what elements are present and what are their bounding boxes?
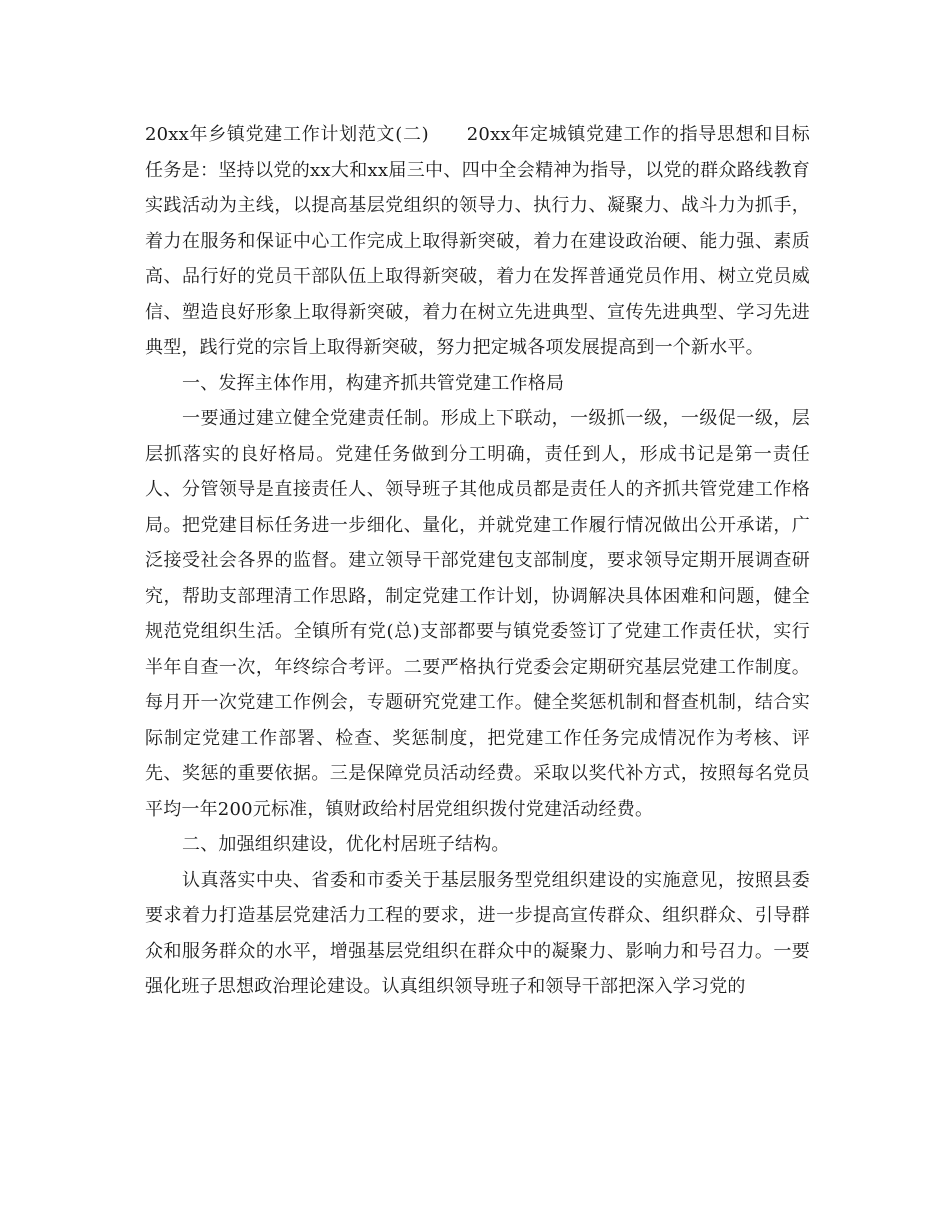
section-1-heading: 一、发挥主体作用，构建齐抓共管党建工作格局: [182, 372, 565, 394]
section-2-heading: 二、加强组织建设，优化村居班子结构。: [182, 834, 510, 855]
document-body: [145, 117, 810, 1005]
section-2-paragraph: 认真落实中央、省委和市委关于基层服务型党组织建设的实施意见，按照县委要求着力打造基层党建活力工程的要求，进一步提高宣传群众、组织群众、引导群众和服务群众的水平，增强基层党组织在群众中的凝聚力、影响力和号召力。一要强化班子思想政治理论建设。认真组织领导班子和领导干部把深入学习党的: [145, 869, 810, 997]
section-1-paragraph: 一要通过建立健全党建责任制。形成上下联动，一级抓一级，一级促一级，层层抓落实的良好格局。党建任务做到分工明确，责任到人，形成书记是第一责任人、分管领导是直接责任人、领导班子其他成员都是责任人的齐抓共管党建工作格局。把党建目标任务进一步细化、量化，并就党建工作履行情况做出公开承诺，广泛接受社会各界的监督。建立领导干部党建包支部制度，要求领导定期开展调查研究，帮助支部理清工作思路，制定党建工作计划，协调解决具体困难和问题，健全规范党组织生活。全镇所有党(总)支部都要与镇党委签订了党建工作责任状，实行半年自查一次，年终综合考评。二要严格执行党委会定期研究基层党建工作制度。每月开一次党建工作例会，专题研究党建工作。健全奖惩机制和督查机制，结合实际制定党建工作部署、检查、奖惩制度，把党建工作任务完成情况作为考核、评先、奖惩的重要依据。三是保障党员活动经费。采取以奖代补方式，按照每名党员平均一年200元标准，镇财政给村居党组织拨付党建活动经费。: [145, 408, 810, 820]
intro-paragraph: 20xx年乡镇党建工作计划范文(二) 20xx年定城镇党建工作的指导思想和目标任务是：坚持以党的xx大和xx届三中、四中全会精神为指导，以党的群众路线教育实践活动为主线，以提高基层党组织的领导力、执行力、凝聚力、战斗力为抓手，着力在服务和保证中心工作完成上取得新突破，着力在建设政治硬、能力强、素质高、品行好的党员干部队伍上取得新突破，着力在发挥普通党员作用、树立党员威信、塑造良好形象上取得新突破，着力在树立先进典型、宣传先进典型、学习先进典型，践行党的宗旨上取得新突破，努力把定城各项发展提高到一个新水平。: [145, 124, 810, 358]
